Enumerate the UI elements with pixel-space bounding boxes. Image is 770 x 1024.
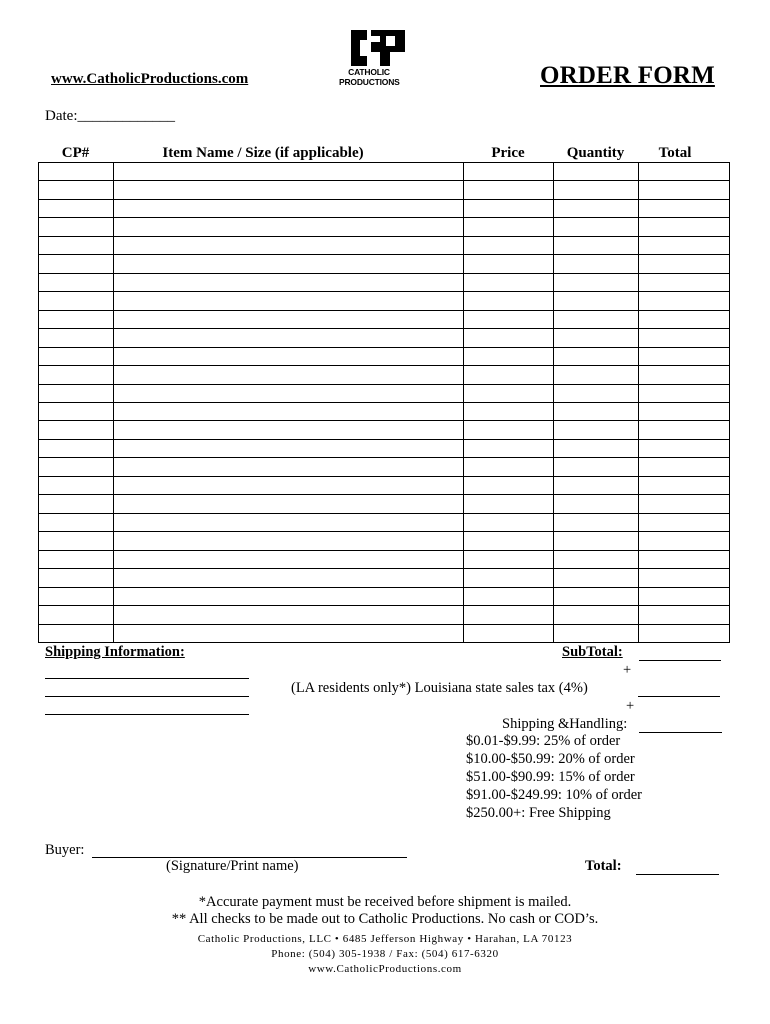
date-label: Date: [45,108,78,124]
subtotal-field[interactable] [639,660,721,661]
plus-sign-1: + [623,662,632,678]
total-field[interactable] [636,874,719,875]
shipping-address-line-1[interactable] [45,678,249,679]
date-blank[interactable]: _____________ [77,108,175,124]
column-header-cp: CP# [61,145,90,161]
shipping-rate-item: $10.00-$50.99: 20% of order [466,751,635,767]
buyer-label: Buyer: [45,842,85,858]
date-field[interactable] [45,108,175,125]
shipping-rate-item: $91.00-$249.99: 10% of order [466,787,642,803]
column-header-item-name: Item Name / Size (if applicable) [162,145,364,161]
column-header-total: Total [658,145,692,161]
order-table-grid [38,162,730,643]
shipping-handling-field[interactable] [639,732,722,733]
logo-mark-icon [339,28,411,68]
logo-line-1: CATHOLIC [348,67,390,77]
column-header-price: Price [491,145,525,161]
shipping-rate-list [466,732,642,822]
payment-note: *Accurate payment must be received before shipment is mailed. [198,894,572,910]
logo-line-2: PRODUCTIONS [339,77,400,87]
shipping-address-line-2[interactable] [45,696,249,697]
company-address: Catholic Productions, LLC • 6485 Jefferson Highway • Harahan, LA 70123 [197,933,573,945]
shipping-rate-item: $0.01-$9.99: 25% of order [466,733,621,749]
catholic-productions-logo [339,28,411,90]
plus-sign-2: + [626,698,635,714]
shipping-handling-label: Shipping &Handling: [502,716,628,732]
shipping-info-label: Shipping Information: [45,644,185,660]
subtotal-label: SubTotal: [562,644,623,660]
company-phone: Phone: (504) 305-1938 / Fax: (504) 617-6320 [271,948,499,960]
website-link[interactable]: www.CatholicProductions.com [51,71,249,87]
column-header-quantity: Quantity [566,145,625,161]
sales-tax-field[interactable] [638,696,720,697]
logo-text [339,67,399,87]
page-title: ORDER FORM [540,62,715,89]
order-items-table[interactable] [38,162,730,643]
total-label: Total: [585,858,622,874]
shipping-rate-item: $250.00+: Free Shipping [466,805,611,821]
shipping-rate-item: $51.00-$90.99: 15% of order [466,769,635,785]
sales-tax-label: (LA residents only*) Louisiana state sales tax (4%) [291,680,588,696]
shipping-address-line-3[interactable] [45,714,249,715]
buyer-caption: (Signature/Print name) [166,858,299,874]
footer-website[interactable]: www.CatholicProductions.com [308,963,462,975]
checks-note: ** All checks to be made out to Catholic Productions. No cash or COD’s. [171,911,599,927]
